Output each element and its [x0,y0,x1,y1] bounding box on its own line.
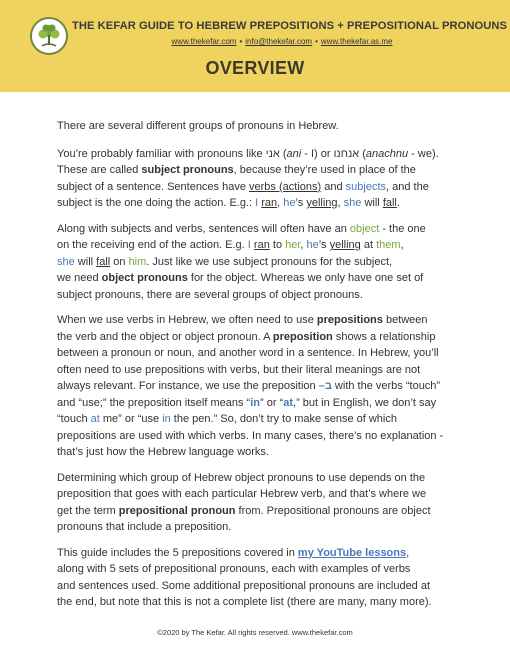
paragraph-intro: There are several different groups of pronouns in Hebrew. [57,120,339,132]
paragraph-guide-contents: This guide includes the 5 prepositions covered in my YouTube lessons, along with 5 sets of prepositional pronouns, each with examples of verbs and sentences used. Some additional prepositional pronouns are included at the end, but note that this is not a complete list (there are many, many more). [57,546,432,608]
youtube-lessons-link[interactable]: my YouTube lessons [297,546,407,559]
page-title: OVERVIEW [205,58,305,78]
body-text [57,118,462,620]
guide-title: THE KEFAR GUIDE TO HEBREW PREPOSITIONS + PREPOSITIONAL PRONOUNS [72,20,508,32]
header-links [72,37,492,46]
link-separator: • [239,37,243,46]
tree-logo-icon [30,17,68,55]
website-link[interactable]: www.thekefar.com [171,37,237,46]
paragraph-prepositional-pronouns: Determining which group of Hebrew object pronouns to use depends on the preposition that goes with each particular Hebrew verb, and that’s where we get the term prepositional pronoun from. Prepositional pronouns are object pronouns that include a preposition. [57,471,431,533]
page-header [0,0,510,92]
email-link[interactable]: info@thekefar.com [245,37,313,46]
booking-link[interactable]: www.thekefar.as.me [320,37,393,46]
paragraph-object-pronouns: Along with subjects and verbs, sentences will often have an object - the one on the receiving end of the action. E.g. I ran to her, he’s yelling at them, she will fall on him. Just like we use subject pronouns for the subject, we need object pronouns for the object. Whereas we only have one set of subject pronouns, there are several groups of object pronouns. [57,222,426,301]
paragraph-subject-pronouns: You’re probably familiar with pronouns like אני (ani - I) or אנחנו (anachnu - we). These are called subject pronouns, because they’re used in place of the subject of a sentence. Sentences have verbs (actions) and subjects, and the subject is the one doing the action. E.g.: I ran, he’s yelling, she will fall. [57,147,439,209]
page-footer: ©2020 by The Kefar. All rights reserved. www.thekefar.com [157,628,353,637]
paragraph-prepositions: When we use verbs in Hebrew, we often need to use prepositions between the verb and the object or object pronoun. A preposition shows a relationship between a pronoun or noun, and another word in a sentence. In Hebrew, you’ll often need to use prepositions with verbs, but their literal meanings are not always relevant. For instance, we use the preposition –ב with the verbs “touch” and “use;” the preposition itself means “in” or “at,” but in English, we don’t say “touch at me” or “use in the pen.” So, don’t try to make sense of which prepositions are used with which verbs. In many cases, there’s no explanation - that’s just how the Hebrew language works. [57,314,444,458]
link-separator: • [315,37,318,46]
